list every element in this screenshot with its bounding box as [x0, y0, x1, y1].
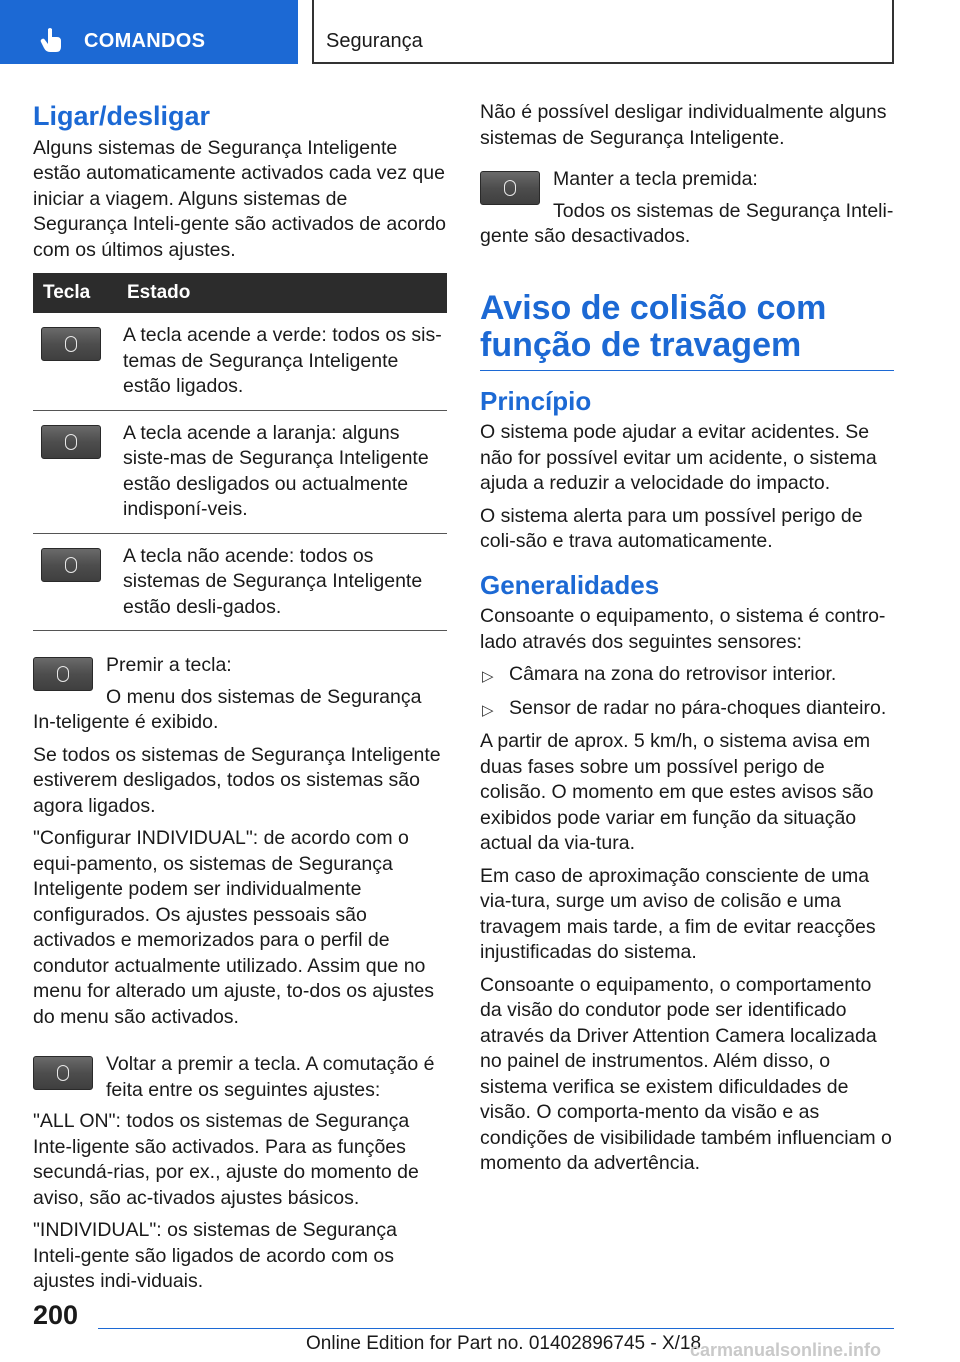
principle-heading: Princípio	[480, 385, 592, 416]
hold-key-instruction: Manter a tecla premida:	[553, 168, 758, 190]
list-item	[480, 696, 894, 722]
table-row	[33, 313, 447, 410]
table-cell-state: A tecla não acende: todos os sistemas de Segurança Inteligente estão desli-gados.	[123, 533, 447, 631]
chapter-title: Aviso de colisão com função de travagem	[480, 290, 894, 371]
press-key-result: O menu dos sistemas de Segurança In-teligente é exibido.	[33, 685, 422, 733]
paragraph: "ALL ON": todos os sistemas de Segurança Inte-ligente são activados. Para as funções secundá-rias, por ex., ajuste do momento de aviso, são ac-tivados ajustes básicos.	[33, 1110, 419, 1209]
intelligent-safety-key-icon	[480, 171, 540, 205]
hand-pointer-icon	[40, 27, 64, 53]
table-cell-state: A tecla acende a verde: todos os sis-temas de Segurança Inteligente estão ligados.	[123, 313, 447, 410]
paragraph: Consoante o equipamento, o sistema é contro-lado através dos seguintes sensores:	[480, 605, 886, 653]
paragraph: Não é possível desligar individualmente alguns sistemas de Segurança Inteligente.	[480, 101, 887, 149]
section-title: Ligar/desligar	[33, 101, 211, 131]
list-item-text: Câmara na zona do retrovisor interior.	[509, 663, 837, 685]
tab-label: COMANDOS	[84, 30, 206, 52]
paragraph: Se todos os sistemas de Segurança Inteligente estiverem desligados, todos os sistemas são agora ligados.	[33, 743, 441, 817]
paragraph: Consoante o equipamento, o comportamento da visão do condutor pode ser identificado através da Driver Attention Camera localizada no painel de instrumentos. Além disso, o sistema verifica se existem dificuldades de visão. O comporta-mento da visão e as condições de visibilidade também influenciam o momento da advertência.	[480, 973, 892, 1174]
section-header	[312, 0, 894, 64]
intelligent-safety-key-icon	[33, 1056, 93, 1090]
key-state-table	[33, 273, 447, 631]
left-column	[33, 100, 447, 1302]
table-row	[33, 410, 447, 533]
intelligent-safety-key-icon	[33, 657, 93, 691]
press-key-instruction: Premir a tecla:	[106, 654, 232, 676]
table-header-key: Tecla	[33, 273, 123, 313]
general-heading: Generalidades	[480, 569, 660, 600]
list-item	[480, 662, 894, 688]
triangle-bullet-icon: ▷	[482, 701, 494, 719]
intelligent-safety-key-icon	[41, 548, 101, 582]
press-again-block	[33, 1052, 447, 1103]
intelligent-safety-key-icon	[41, 425, 101, 459]
table-row	[33, 533, 447, 631]
paragraph: Em caso de aproximação consciente de uma via-tura, surge um aviso de colisão e uma travagem mais tarde, a fim de evitar reacções injustificadas do sistema.	[480, 864, 876, 963]
table-cell-state: A tecla acende a laranja: alguns siste-mas de Segurança Inteligente estão desligados ou actualmente indisponí-veis.	[123, 410, 447, 533]
paragraph: "Configurar INDIVIDUAL": de acordo com o equi-pamento, os sistemas de Segurança Inteligente podem ser individualmente configurados. Os ajustes pessoais são activados e memorizados para o perfil de condutor actualmente utilizado. Assim que no menu for alterado um ajuste, to-dos os ajustes do menu são activados.	[33, 827, 435, 1028]
intro-paragraph: Alguns sistemas de Segurança Inteligente estão automaticamente activados cada vez que iniciar a viagem. Alguns sistemas de Segurança Inteli-gente são activados de acordo com os últimos ajustes.	[33, 136, 447, 261]
page-number: 200	[33, 1300, 79, 1330]
list-item-text: Sensor de radar no pára-choques dianteiro.	[509, 696, 887, 719]
hold-key-result: Todos os sistemas de Segurança Inteli-gente são desactivados.	[480, 199, 894, 247]
paragraph: A partir de aprox. 5 km/h, o sistema avisa em duas fases sobre um possível perigo de colisão. O momento em que estes avisos são exibidos pode variar em função da situação actual da via-tura.	[480, 730, 874, 854]
paragraph: O sistema pode ajudar a evitar acidentes. Se não for possível evitar um acidente, o sistema ajuda a reduzir a velocidade do impacto.	[480, 421, 877, 494]
watermark: carmanualsonline.info	[690, 1340, 882, 1360]
triangle-bullet-icon: ▷	[482, 668, 494, 685]
section-tab-comandos	[0, 0, 298, 64]
paragraph: O sistema alerta para um possível perigo de coli-são e trava automaticamente.	[480, 504, 863, 552]
section-label: Segurança	[326, 30, 423, 52]
press-again-instruction: Voltar a premir a tecla. A comutação é feita entre os seguintes ajustes:	[106, 1053, 435, 1101]
press-key-block	[33, 653, 447, 736]
footer-divider	[98, 1328, 894, 1329]
table-header-state: Estado	[123, 273, 447, 313]
hold-key-block	[480, 167, 894, 250]
footer-edition: Online Edition for Part no. 01402896745 - X/18	[306, 1333, 702, 1354]
intelligent-safety-key-icon	[41, 327, 101, 361]
paragraph: "INDIVIDUAL": os sistemas de Segurança Inteli-gente são ligados de acordo com os ajustes indi-viduais.	[33, 1219, 397, 1292]
right-column	[480, 100, 894, 1184]
